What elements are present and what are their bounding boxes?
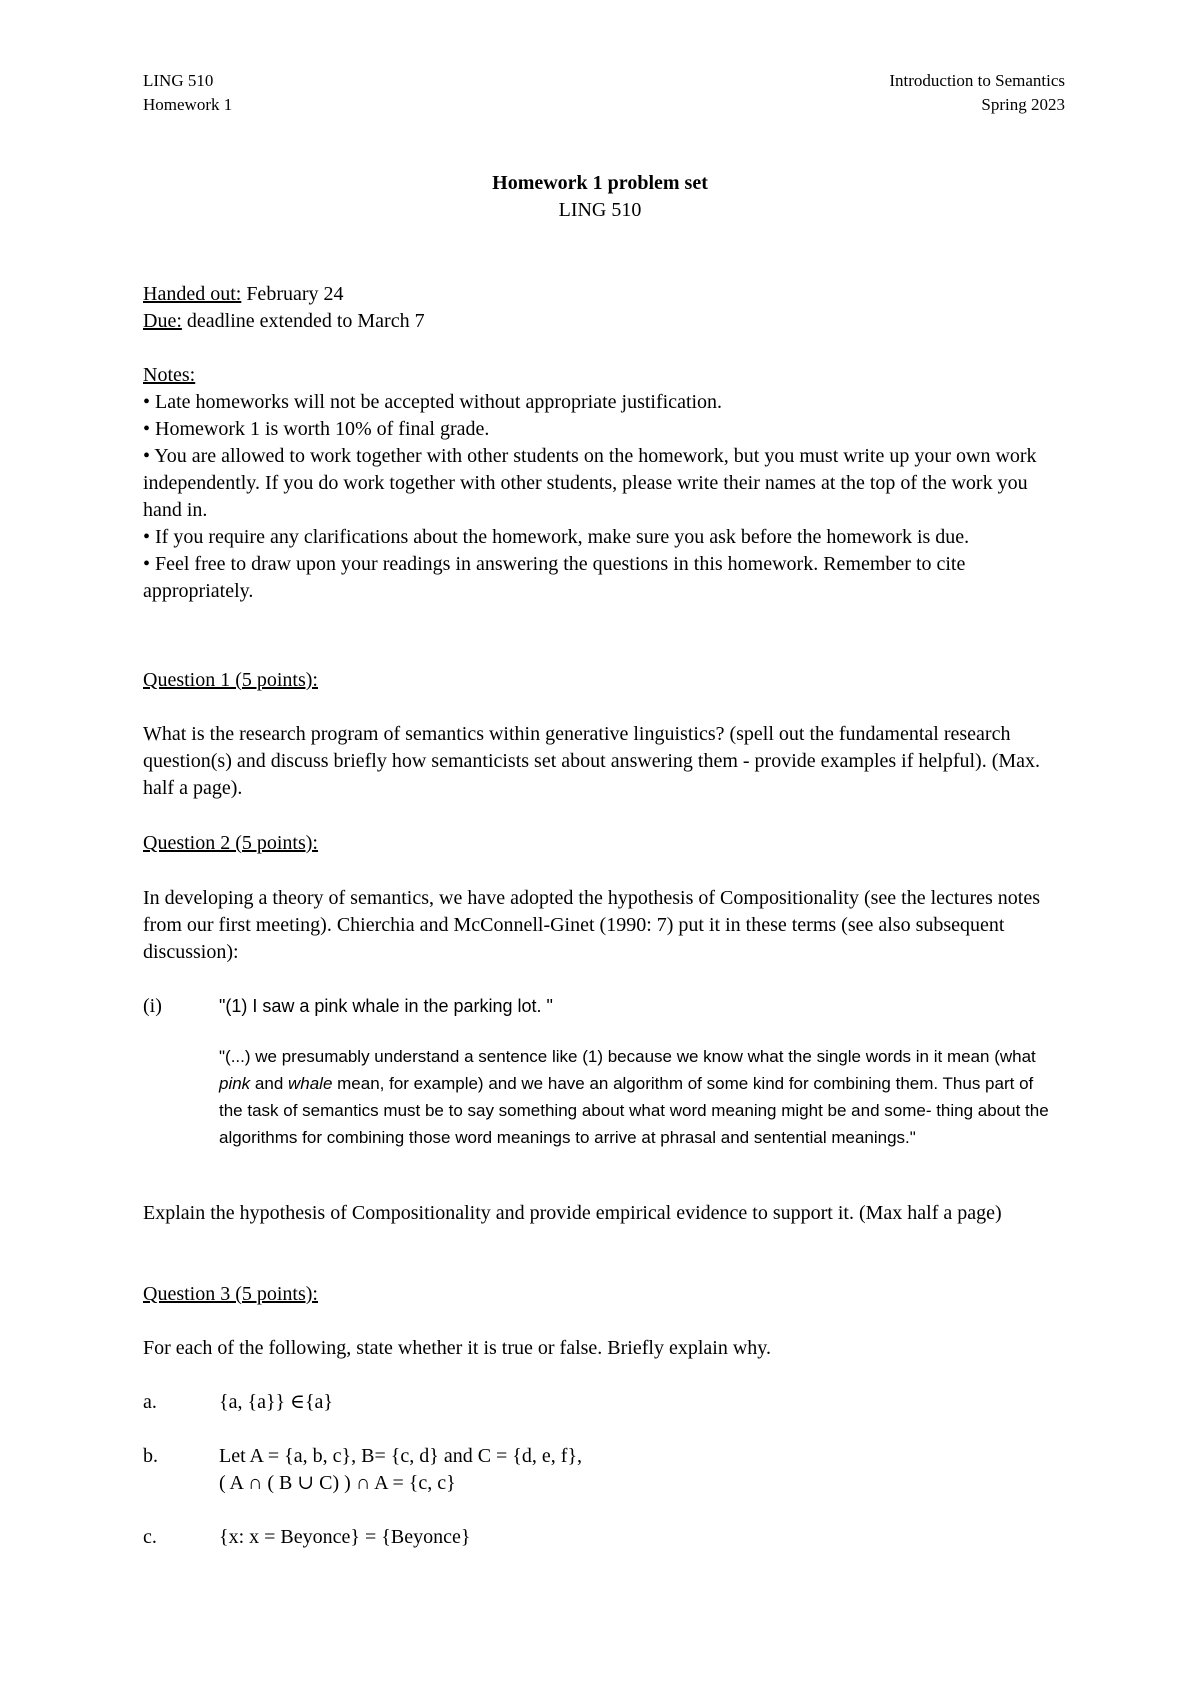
quote-word-whale: whale: [288, 1074, 333, 1093]
handed-out-label: Handed out:: [143, 283, 242, 305]
q3-item: [143, 1524, 1063, 1554]
q2-example: [143, 993, 1063, 1023]
note-item: • If you require any clarifications about the homework, make sure you ask before the homework is due.: [143, 526, 970, 548]
item-text: {a, {a}} ∈{a}: [219, 1391, 334, 1413]
header-right: [889, 69, 1065, 117]
quote-part: and: [250, 1074, 288, 1093]
handed-out-value: February 24: [241, 283, 344, 305]
item-label: b.: [143, 1445, 158, 1467]
quote-part: mean, for example) and we have an algorithm of some kind for combining them. Thus part of the task of semantics must be to say something about what word meaning might be and some- thing about the algorithms for combining those word meanings to arrive at phrasal and sentential meanings.": [219, 1074, 1049, 1147]
quote-part: "(...) we presumably understand a sentence like (1) because we know what the single words in it mean (what: [219, 1047, 1036, 1066]
note-item: • Feel free to draw upon your readings in answering the questions in this homework. Remember to cite appropriately.: [143, 553, 966, 602]
example-sentence: "(1) I saw a pink whale in the parking lot. ": [219, 996, 553, 1016]
page-subtitle: LING 510: [558, 199, 642, 221]
q3-item: [143, 1389, 1063, 1419]
example-number: (i): [143, 995, 162, 1017]
q2-quote-block: [143, 1043, 1063, 1183]
item-text: {x: x = Beyonce} = {Beyonce}: [219, 1526, 471, 1548]
homework-label: Homework 1: [143, 95, 233, 114]
q3-item: [143, 1443, 1063, 1503]
due-label: Due:: [143, 310, 182, 332]
q3-heading: Question 3 (5 points):: [143, 1283, 318, 1305]
page-title: Homework 1 problem set: [492, 172, 708, 194]
item-text: ( A ∩ ( B ∪ C) ) ∩ A = {c, c}: [219, 1472, 456, 1494]
note-item: • Homework 1 is worth 10% of final grade.: [143, 418, 490, 440]
q2-text: In developing a theory of semantics, we have adopted the hypothesis of Compositionality (see the lectures notes from our first meeting). Chierchia and McConnell-Ginet (1990: 7) put it in these terms (see also subsequent discussion):: [143, 887, 1040, 963]
q2-task: Explain the hypothesis of Compositionality and provide empirical evidence to support it. (Max half a page): [143, 1202, 1002, 1224]
course-title: Introduction to Semantics: [889, 71, 1065, 90]
term: Spring 2023: [981, 95, 1065, 114]
dates-block: [143, 281, 1063, 335]
q1-heading: Question 1 (5 points):: [143, 669, 318, 691]
q2-quote: [219, 1043, 1059, 1151]
item-label: c.: [143, 1526, 157, 1548]
item-label: a.: [143, 1391, 157, 1413]
course-code: LING 510: [143, 71, 214, 90]
header-left: [143, 69, 232, 117]
item-text: Let A = {a, b, c}, B= {c, d} and C = {d, e, f},: [219, 1445, 583, 1467]
notes-label: Notes:: [143, 364, 196, 386]
due-value: deadline extended to March 7: [181, 310, 425, 332]
note-item: • Late homeworks will not be accepted without appropriate justification.: [143, 391, 723, 413]
q3-intro: For each of the following, state whether it is true or false. Briefly explain why.: [143, 1337, 771, 1359]
title-block: [0, 170, 1200, 224]
q2-heading: Question 2 (5 points):: [143, 832, 318, 854]
notes-block: [143, 362, 1063, 605]
note-item: • You are allowed to work together with other students on the homework, but you must write up your own work independently. If you do work together with other students, please write their names at the top of the work you hand in.: [143, 445, 1037, 521]
q1-text: What is the research program of semantics within generative linguistics? (spell out the fundamental research question(s) and discuss briefly how semanticists set about answering them - provide examples if helpful). (Max. half a page).: [143, 723, 1041, 799]
quote-word-pink: pink: [219, 1074, 251, 1093]
